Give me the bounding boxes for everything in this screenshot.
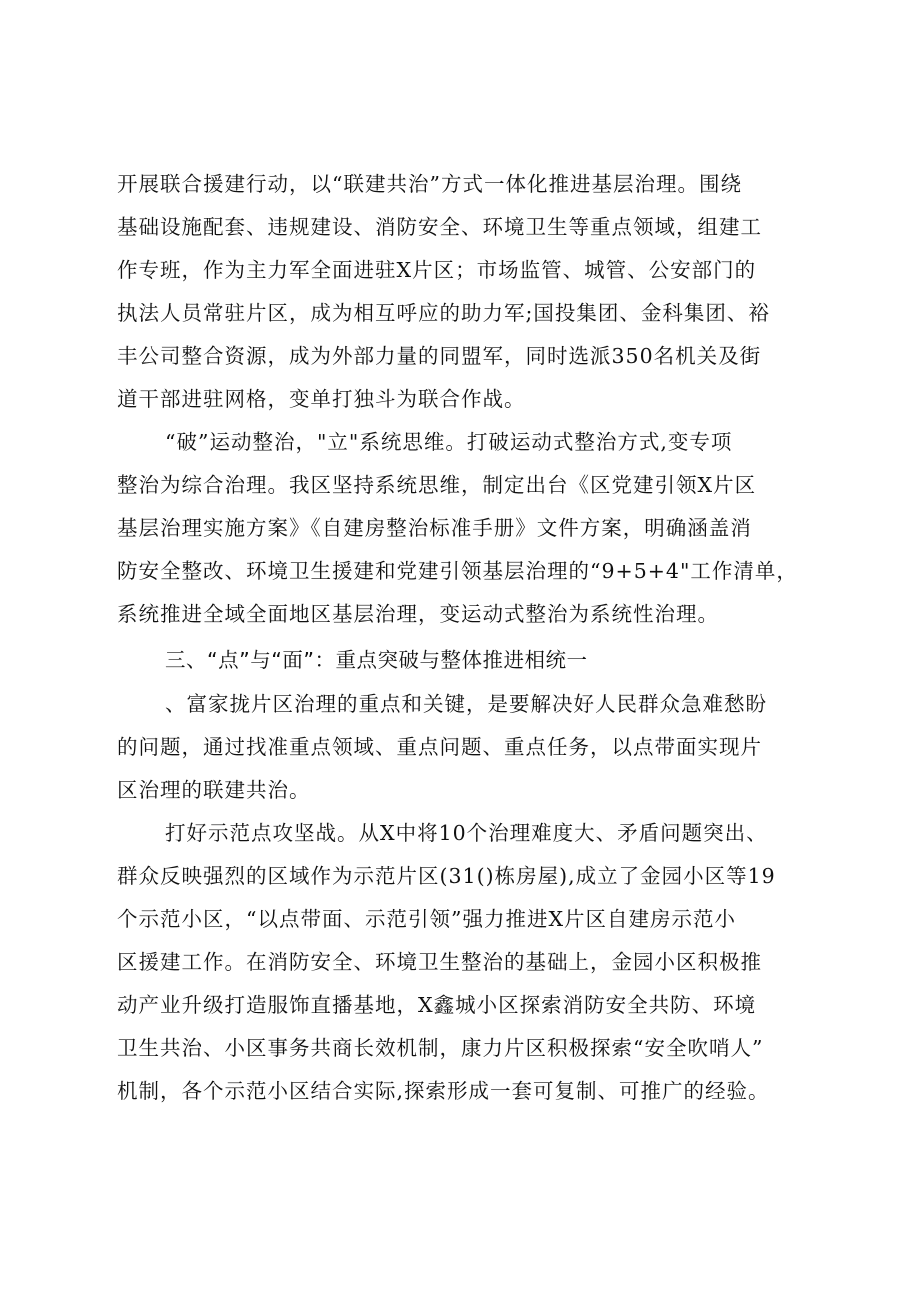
- paragraph-line: 打好示范点攻坚战。从X中将10个治理难度大、矛盾问题突出、: [165, 821, 768, 845]
- paragraph-line: “破”运动整治，"立"系统思维。打破运动式整治方式,变专项: [165, 430, 733, 454]
- paragraph-line: 系统推进全域全面地区基层治理，变运动式整治为系统性治理。: [117, 602, 719, 626]
- paragraph-line: 基础设施配套、违规建设、消防安全、环境卫生等重点领域，组建工: [117, 215, 762, 239]
- paragraph-line: 防安全整改、环境卫生援建和党建引领基层治理的“9+5+4"工作清单，: [117, 559, 798, 583]
- paragraph-line: 道干部进驻网格，变单打独斗为联合作战。: [117, 387, 526, 411]
- paragraph-line: 卫生共治、小区事务共商长效机制，康力片区积极探索“安全吹哨人”: [117, 1036, 764, 1060]
- heading-line: 三、“点”与“面”：重点突破与整体推进相统一: [165, 648, 588, 672]
- paragraph-line: 动产业升级打造服饰直播基地，X鑫城小区探索消防安全共防、环境: [117, 993, 757, 1017]
- paragraph-line: 区援建工作。在消防安全、环境卫生整治的基础上，金园小区积极推: [117, 950, 762, 974]
- paragraph-line: 个示范小区，“以点带面、示范引领”强力推进X片区自建房示范小: [117, 907, 737, 931]
- paragraph-line: 开展联合援建行动，以“联建共治”方式一体化推进基层治理。围绕: [117, 172, 742, 196]
- paragraph-line: 整治为综合治理。我区坚持系统思维，制定出台《区党建引领X片区: [117, 473, 757, 497]
- paragraph-line: 、富家拢片区治理的重点和关键，是要解决好人民群众急难愁盼: [165, 692, 767, 716]
- paragraph-line: 基层治理实施方案》《自建房整治标准手册》文件方案，明确涵盖消: [117, 516, 752, 540]
- paragraph-line: 执法人员常驻片区，成为相互呼应的助力军;国投集团、金科集团、裕: [117, 301, 770, 325]
- paragraph-line: 的问题，通过找准重点领域、重点问题、重点任务，以点带面实现片: [117, 735, 762, 759]
- paragraph-line: 机制，各个示范小区结合实际,探索形成一套可复制、可推广的经验。: [117, 1079, 770, 1103]
- paragraph-line: 区治理的联建共治。: [117, 778, 311, 802]
- paragraph-line: 丰公司整合资源，成为外部力量的同盟军，同时选派350名机关及街: [117, 344, 762, 368]
- paragraph-line: 群众反映强烈的区域作为示范片区(31()栋房屋),成立了金园小区等19: [117, 864, 776, 888]
- paragraph-line: 作专班，作为主力军全面进驻X片区；市场监管、城管、公安部门的: [117, 258, 757, 282]
